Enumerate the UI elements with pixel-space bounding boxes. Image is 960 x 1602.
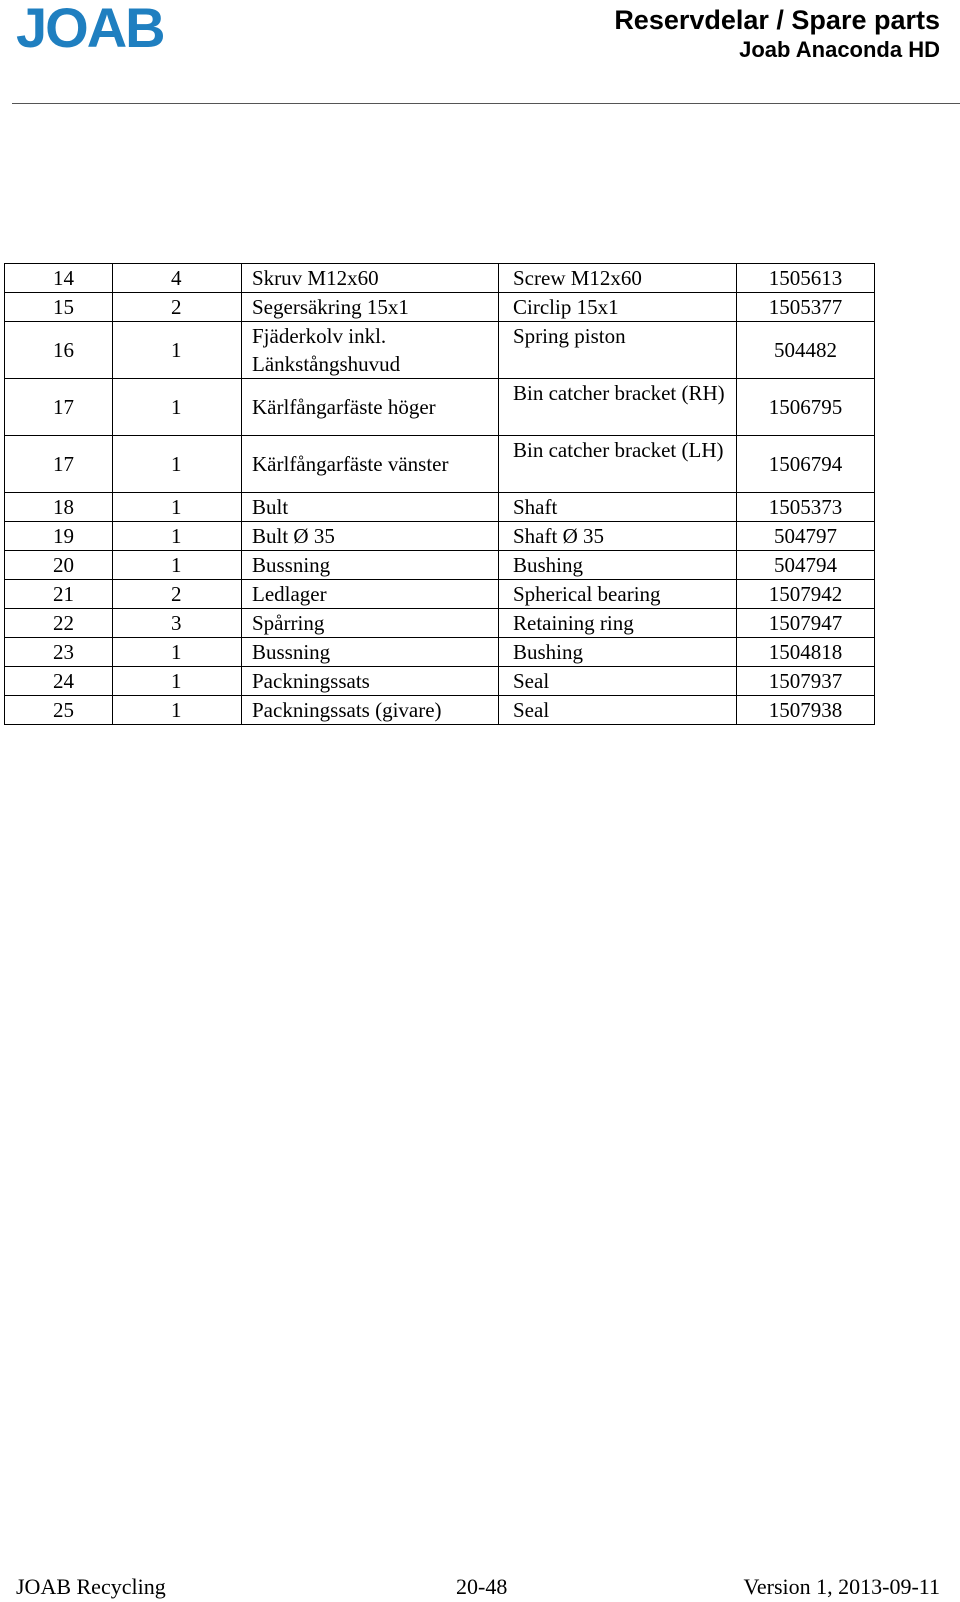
part-number-cell: 504797 bbox=[737, 522, 875, 551]
position-cell: 21 bbox=[5, 580, 113, 609]
document-subtitle: Joab Anaconda HD bbox=[739, 37, 940, 62]
part-number-cell: 1506794 bbox=[737, 436, 875, 493]
quantity-cell: 4 bbox=[113, 264, 242, 293]
header-divider bbox=[12, 103, 960, 104]
swedish-name-cell: Packningssats (givare) bbox=[242, 696, 499, 725]
swedish-name-cell: Ledlager bbox=[242, 580, 499, 609]
quantity-cell: 2 bbox=[113, 293, 242, 322]
position-cell: 16 bbox=[5, 322, 113, 379]
table-row bbox=[5, 322, 875, 379]
footer-version: Version 1, 2013-09-11 bbox=[743, 1574, 940, 1599]
swedish-name-cell: Segersäkring 15x1 bbox=[242, 293, 499, 322]
part-number-cell: 1507942 bbox=[737, 580, 875, 609]
english-name-cell: Screw M12x60 bbox=[499, 264, 737, 293]
part-number-cell: 1505373 bbox=[737, 493, 875, 522]
position-cell: 17 bbox=[5, 379, 113, 436]
swedish-name-cell: Spårring bbox=[242, 609, 499, 638]
quantity-cell: 1 bbox=[113, 667, 242, 696]
spare-parts-table bbox=[4, 263, 875, 725]
english-name-cell: Circlip 15x1 bbox=[499, 293, 737, 322]
quantity-cell: 1 bbox=[113, 696, 242, 725]
swedish-name-cell: Packningssats bbox=[242, 667, 499, 696]
position-cell: 14 bbox=[5, 264, 113, 293]
english-name-cell: Bin catcher bracket (RH) bbox=[499, 379, 737, 436]
english-name-cell: Seal bbox=[499, 696, 737, 725]
table-row bbox=[5, 522, 875, 551]
position-cell: 17 bbox=[5, 436, 113, 493]
table-row bbox=[5, 696, 875, 725]
english-name-cell: Spring piston bbox=[499, 322, 737, 379]
part-number-cell: 504482 bbox=[737, 322, 875, 379]
table-row bbox=[5, 436, 875, 493]
table-row bbox=[5, 580, 875, 609]
position-cell: 23 bbox=[5, 638, 113, 667]
english-name-cell: Seal bbox=[499, 667, 737, 696]
english-name-cell: Shaft Ø 35 bbox=[499, 522, 737, 551]
swedish-name-cell: Bult bbox=[242, 493, 499, 522]
table-row bbox=[5, 638, 875, 667]
document-header bbox=[614, 4, 940, 64]
quantity-cell: 1 bbox=[113, 522, 242, 551]
table-row bbox=[5, 667, 875, 696]
swedish-name-cell: Bult Ø 35 bbox=[242, 522, 499, 551]
spare-parts-table-body bbox=[5, 264, 875, 725]
position-cell: 25 bbox=[5, 696, 113, 725]
english-name-cell: Bushing bbox=[499, 551, 737, 580]
english-name-cell: Bin catcher bracket (LH) bbox=[499, 436, 737, 493]
table-row bbox=[5, 493, 875, 522]
joab-logo: JOAB bbox=[16, 0, 164, 59]
quantity-cell: 1 bbox=[113, 436, 242, 493]
swedish-name-cell: Bussning bbox=[242, 638, 499, 667]
quantity-cell: 2 bbox=[113, 580, 242, 609]
swedish-name-cell: Fjäderkolv inkl. Länkstångshuvud bbox=[242, 322, 499, 379]
table-row bbox=[5, 609, 875, 638]
english-name-cell: Spherical bearing bbox=[499, 580, 737, 609]
swedish-name-cell: Kärlfångarfäste höger bbox=[242, 379, 499, 436]
table-row bbox=[5, 293, 875, 322]
position-cell: 20 bbox=[5, 551, 113, 580]
quantity-cell: 3 bbox=[113, 609, 242, 638]
part-number-cell: 1505613 bbox=[737, 264, 875, 293]
position-cell: 22 bbox=[5, 609, 113, 638]
part-number-cell: 1504818 bbox=[737, 638, 875, 667]
quantity-cell: 1 bbox=[113, 379, 242, 436]
quantity-cell: 1 bbox=[113, 493, 242, 522]
position-cell: 15 bbox=[5, 293, 113, 322]
quantity-cell: 1 bbox=[113, 322, 242, 379]
part-number-cell: 504794 bbox=[737, 551, 875, 580]
position-cell: 24 bbox=[5, 667, 113, 696]
table-row bbox=[5, 264, 875, 293]
english-name-cell: Retaining ring bbox=[499, 609, 737, 638]
position-cell: 18 bbox=[5, 493, 113, 522]
footer-company: JOAB Recycling bbox=[16, 1574, 166, 1599]
swedish-name-cell: Bussning bbox=[242, 551, 499, 580]
english-name-cell: Bushing bbox=[499, 638, 737, 667]
document-title: Reservdelar / Spare parts bbox=[614, 5, 940, 35]
part-number-cell: 1506795 bbox=[737, 379, 875, 436]
part-number-cell: 1507938 bbox=[737, 696, 875, 725]
part-number-cell: 1507947 bbox=[737, 609, 875, 638]
table-row bbox=[5, 551, 875, 580]
swedish-name-cell: Skruv M12x60 bbox=[242, 264, 499, 293]
part-number-cell: 1507937 bbox=[737, 667, 875, 696]
table-row bbox=[5, 379, 875, 436]
footer-page-number: 20-48 bbox=[456, 1574, 508, 1599]
position-cell: 19 bbox=[5, 522, 113, 551]
quantity-cell: 1 bbox=[113, 638, 242, 667]
swedish-name-cell: Kärlfångarfäste vänster bbox=[242, 436, 499, 493]
part-number-cell: 1505377 bbox=[737, 293, 875, 322]
english-name-cell: Shaft bbox=[499, 493, 737, 522]
quantity-cell: 1 bbox=[113, 551, 242, 580]
